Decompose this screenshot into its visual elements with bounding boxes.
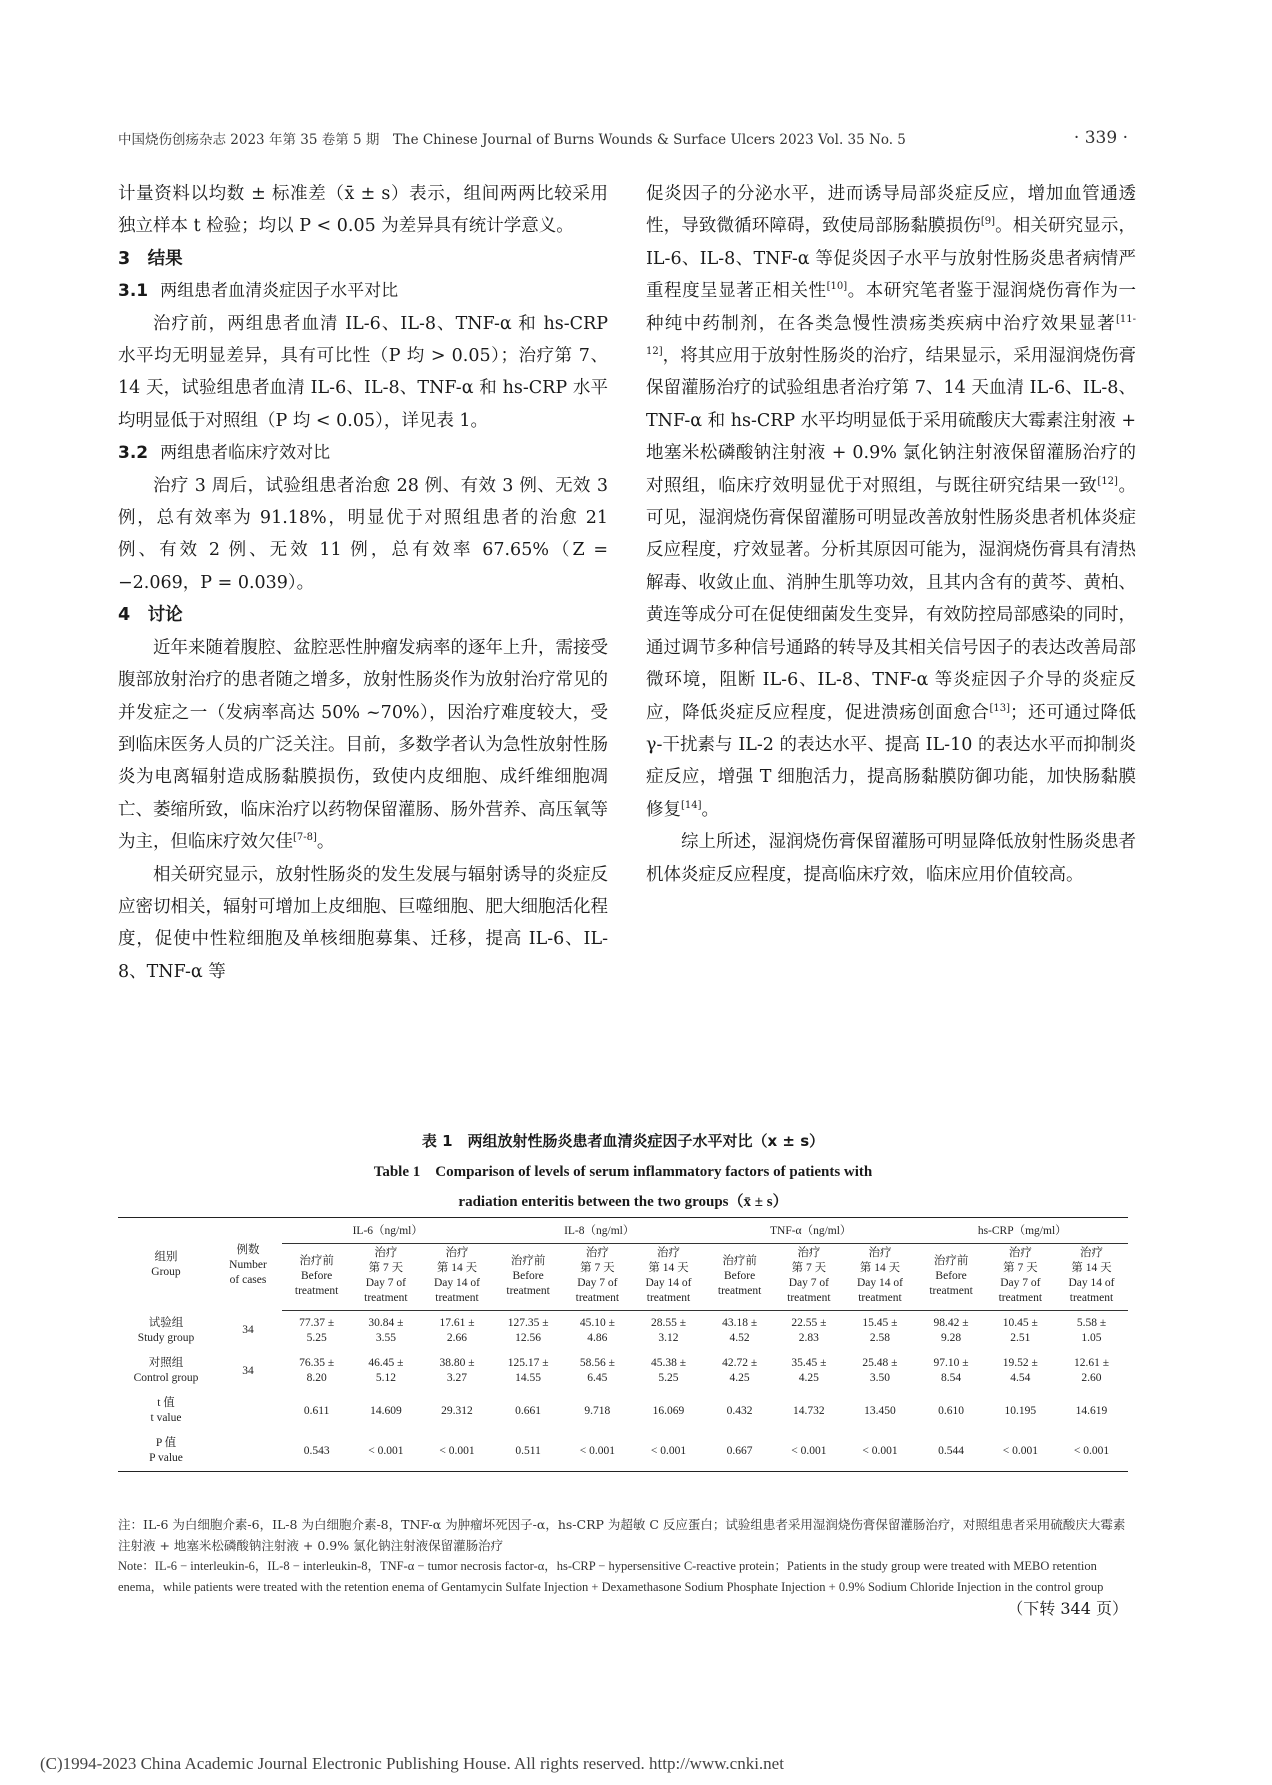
citation[interactable]: [13] xyxy=(989,702,1011,714)
table-cell: 45.38 ± 5.25 xyxy=(650,1357,686,1384)
table-cell: 29.312 xyxy=(441,1404,473,1417)
paragraph-4-b: 相关研究显示，放射性肠炎的发生发展与辐射诱导的炎症反应密切相关，辐射可增加上皮细胞、巨噬细胞、肥大细胞活化程度，促使中性粒细胞及单核细胞募集、迁移，提高 IL-6、IL-8、TNF-α 等 xyxy=(118,864,608,982)
subheader-cell: 治疗 第 14 天 Day 14 of treatment xyxy=(632,1244,705,1311)
table-cell: 15.45 ± 2.58 xyxy=(862,1317,898,1344)
left-column xyxy=(118,178,608,988)
section-3-2-title: 两组患者临床疗效对比 xyxy=(160,443,331,464)
copyright-footer: (C)1994-2023 China Academic Journal Electronic Publishing House. All rights reserved. http://www.cnki.net xyxy=(40,1754,784,1773)
page-number: · 339 · xyxy=(1073,128,1128,148)
table-cell: 0.661 xyxy=(515,1404,542,1417)
paragraph-3-1: 治疗前，两组患者血清 IL-6、IL-8、TNF-α 和 hs-CRP 水平均无明显差异，具有可比性（P 均 > 0.05）；治疗第 7、14 天，试验组患者血清 IL-6、IL-8、TNF-α 和 hs-CRP 水平均明显低于对照组（P 均 < 0.05），详见表 1。 xyxy=(118,313,608,431)
subheader-cell: 治疗 第 7 天 Day 7 of treatment xyxy=(986,1244,1055,1311)
journal-header: 中国烧伤创疡杂志 2023 年第 35 卷第 5 期 The Chinese Journal of Burns Wounds & Surface Ulcers 2023 Vol. 35 No. 5 xyxy=(118,132,906,148)
table-cell: 77.37 ± 5.25 xyxy=(299,1317,335,1344)
table-cell: 0.610 xyxy=(938,1404,965,1417)
section-3-1-number: 3.1 xyxy=(118,281,149,302)
table-cell: 76.35 ± 8.20 xyxy=(299,1357,335,1384)
table-cell: 5.58 ± 1.05 xyxy=(1076,1317,1107,1344)
subheader-cell: 治疗前 Before treatment xyxy=(705,1244,774,1311)
table-cell: 28.55 ± 3.12 xyxy=(650,1317,686,1344)
table-cell: 0.511 xyxy=(493,1431,562,1472)
subheader-cell: 治疗 第 14 天 Day 14 of treatment xyxy=(421,1244,494,1311)
right-column xyxy=(646,178,1136,891)
table-cell: 125.17 ± 14.55 xyxy=(507,1357,549,1384)
table-caption-cn: 表 1 两组放射性肠炎患者血清炎症因子水平对比（x ± s） xyxy=(421,1132,825,1150)
table-cell: 0.543 xyxy=(282,1431,351,1472)
table-cell: < 0.001 xyxy=(351,1431,420,1472)
table-cell: 97.10 ± 8.54 xyxy=(933,1357,969,1384)
table-cell: 12.61 ± 2.60 xyxy=(1073,1357,1109,1384)
citation[interactable]: [9] xyxy=(980,216,996,228)
table-body xyxy=(118,1311,1128,1472)
table-cell: 46.45 ± 5.12 xyxy=(368,1357,404,1384)
row-cases xyxy=(214,1431,282,1472)
table-row xyxy=(118,1431,1128,1472)
table-cell: 0.611 xyxy=(303,1404,330,1417)
table-cell: 16.069 xyxy=(652,1404,685,1417)
subheader-cell: 治疗 第 14 天 Day 14 of treatment xyxy=(843,1244,916,1311)
il8-header: IL-8（ng/ml） xyxy=(493,1218,704,1244)
table-cell: 25.48 ± 3.50 xyxy=(862,1357,898,1384)
paragraph-4-a xyxy=(118,632,608,859)
table-cell: 14.619 xyxy=(1075,1404,1108,1417)
table-cell: 35.45 ± 4.25 xyxy=(791,1357,827,1384)
table-cell: 10.45 ± 2.51 xyxy=(1002,1317,1038,1344)
row-cases: 34 xyxy=(242,1364,254,1377)
table-cell: 10.195 xyxy=(1004,1404,1037,1417)
text-run: 。可见，湿润烧伤膏保留灌肠可明显改善放射性肠炎患者机体炎症反应程度，疗效显著。分析其原因可能为，湿润烧伤膏具有清热解毒、收敛止血、消肿生肌等功效，且其内含有的黄芩、黄柏、黄连等成分可在促使细菌发生变异，有效防控局部感染的同时，通过调节多种信号通路的转导及其相关信号因子的表达改善局部微环境，阻断 IL-6、IL-8、TNF-α 等炎症因子介导的炎症反应，降低炎症反应程度，促进溃疡创面愈合 xyxy=(646,475,1137,723)
table-cell: < 0.001 xyxy=(421,1431,494,1472)
table-cell: 22.55 ± 2.83 xyxy=(791,1317,827,1344)
table-cell: 43.18 ± 4.52 xyxy=(722,1317,758,1344)
table-cell: 0.544 xyxy=(916,1431,985,1472)
text-run: 。 xyxy=(701,799,720,820)
table-cell: 0.667 xyxy=(705,1431,774,1472)
section-3-2-heading xyxy=(118,437,608,469)
citation[interactable]: [10] xyxy=(826,281,848,293)
table-caption-en-line2: radiation enteritis between the two groups（x̄ ± s） xyxy=(458,1194,788,1210)
row-label: t 值 t value xyxy=(150,1397,182,1424)
subheader-cell: 治疗前 Before treatment xyxy=(493,1244,562,1311)
paragraph-3-2: 治疗 3 周后，试验组患者治愈 28 例、有效 3 例、无效 3 例，总有效率为 91.18%，明显优于对照组患者的治愈 21 例、有效 2 例、无效 11 例，总有效率 67.65%（Z = −2.069，P = 0.039）。 xyxy=(118,475,608,593)
section-3-1-heading xyxy=(118,275,608,307)
table-cell: 42.72 ± 4.25 xyxy=(722,1357,758,1384)
section-3-heading: 3 结果 xyxy=(118,248,183,269)
citation[interactable]: [11-12] xyxy=(646,313,1136,358)
table-cell: 9.718 xyxy=(584,1404,611,1417)
subheader-cell: 治疗 第 7 天 Day 7 of treatment xyxy=(563,1244,632,1311)
paragraph-4-a-text: 近年来随着腹腔、盆腔恶性肿瘤发病率的逐年上升，需接受腹部放射治疗的患者随之增多，放射性肠炎作为放射治疗常见的并发症之一（发病率高达 50% ~70%），因治疗难度较大，受到临床医务人员的广泛关注。目前，多数学者认为急性放射性肠炎为电离辐射造成肠黏膜损伤，致使内皮细胞、成纤维细胞凋亡、萎缩所致，临床治疗以药物保留灌肠、肠外营养、高压氧等为主，但临床疗效欠佳 xyxy=(118,637,608,853)
table-cell: < 0.001 xyxy=(563,1431,632,1472)
subheader-cell: 治疗 第 14 天 Day 14 of treatment xyxy=(1055,1244,1128,1311)
text-run: 。本研究笔者鉴于湿润烧伤膏作为一种纯中药制剂，在各类急慢性溃疡类疾病中治疗效果显著 xyxy=(646,281,1137,334)
table-row xyxy=(118,1311,1128,1352)
paragraph-stats: 计量资料以均数 ± 标准差（x̄ ± s）表示，组间两两比较采用独立样本 t 检验；均以 P < 0.05 为差异具有统计学意义。 xyxy=(118,184,608,237)
section-3-2-number: 3.2 xyxy=(118,443,149,464)
hscrp-header: hs-CRP（mg/ml） xyxy=(916,1218,1128,1244)
table-cell: < 0.001 xyxy=(986,1431,1055,1472)
table-cell: 45.10 ± 4.86 xyxy=(579,1317,615,1344)
paragraph-4-a-end: 。 xyxy=(316,832,335,853)
text-run: ，将其应用于放射性肠炎的治疗，结果显示，采用湿润烧伤膏保留灌肠治疗的试验组患者治疗第 7、14 天血清 IL-6、IL-8、TNF-α 和 hs-CRP 水平均明显低于采用硫酸庆大霉素注射液 + 地塞米松磷酸钠注射液 + 0.9% 氯化钠注射液保留灌肠治疗的对照组，临床疗效明显优于对照组，与既往研究结果一致 xyxy=(646,346,1136,496)
paragraph-4-c xyxy=(646,178,1136,826)
table-cell: 19.52 ± 4.54 xyxy=(1002,1357,1038,1384)
citation[interactable]: [12] xyxy=(1097,475,1118,487)
table-cell: 14.732 xyxy=(793,1404,825,1417)
table-cell: 14.609 xyxy=(370,1404,402,1417)
text-run: 促炎因子的分泌水平，进而诱导局部炎症反应，增加血管通透性，导致微循环障碍，致使局部肠黏膜损伤 xyxy=(646,184,1136,237)
continued-notice: （下转 344 页） xyxy=(1007,1599,1128,1618)
section-4-heading: 4 讨论 xyxy=(118,605,183,626)
table-row xyxy=(118,1351,1128,1391)
table-cell: 38.80 ± 3.27 xyxy=(439,1357,475,1384)
table-cell: < 0.001 xyxy=(632,1431,705,1472)
group-column-header: 组别 Group xyxy=(118,1218,214,1311)
row-cases xyxy=(214,1391,282,1431)
table-cell: 127.35 ± 12.56 xyxy=(507,1317,549,1344)
table-cell: 13.450 xyxy=(864,1404,896,1417)
table-row xyxy=(118,1391,1128,1431)
row-label: P 值 P value xyxy=(118,1431,214,1472)
row-label: 对照组 Control group xyxy=(133,1357,199,1384)
table-caption-en-line1: Table 1 Comparison of levels of serum inflammatory factors of patients with xyxy=(373,1164,873,1180)
table-cell: 58.56 ± 6.45 xyxy=(579,1357,615,1384)
table-cell: 98.42 ± 9.28 xyxy=(933,1317,969,1344)
paragraph-conclusion: 综上所述，湿润烧伤膏保留灌肠可明显降低放射性肠炎患者机体炎症反应程度，提高临床疗效，临床应用价值较高。 xyxy=(646,832,1136,885)
table-cell: 30.84 ± 3.55 xyxy=(368,1317,404,1344)
subheader-cell: 治疗前 Before treatment xyxy=(282,1244,351,1311)
table-cell: 0.432 xyxy=(726,1404,753,1417)
table-note-cn: 注：IL-6 为白细胞介素-6，IL-8 为白细胞介素-8，TNF-α 为肿瘤坏死因子-α，hs-CRP 为超敏 C 反应蛋白；试验组患者采用湿润烧伤膏保留灌肠治疗，对照组患者采用硫酸庆大霉素注射液 + 地塞米松磷酸钠注射液 + 0.9% 氯化钠注射液保留灌肠治疗 xyxy=(118,1517,1126,1553)
table-cell: < 0.001 xyxy=(843,1431,916,1472)
subheader-cell: 治疗 第 7 天 Day 7 of treatment xyxy=(351,1244,420,1311)
cases-column-header: 例数 Number of cases xyxy=(214,1218,282,1311)
table-cell: < 0.001 xyxy=(774,1431,843,1472)
section-3-1-title: 两组患者血清炎症因子水平对比 xyxy=(160,281,399,302)
tnf-header: TNF-α（ng/ml） xyxy=(705,1218,916,1244)
text-run: 。相关研究显示，IL-6、IL-8、TNF-α 等促炎因子水平与放射性肠炎患者病情严重程度呈显著正相关性 xyxy=(646,216,1137,302)
il6-header: IL-6（ng/ml） xyxy=(282,1218,493,1244)
subheader-cell: 治疗 第 7 天 Day 7 of treatment xyxy=(774,1244,843,1311)
table-cell: 17.61 ± 2.66 xyxy=(439,1317,475,1344)
row-cases: 34 xyxy=(242,1324,254,1337)
text-run: ；还可通过降低 γ-干扰素与 IL-2 的表达水平、提高 IL-10 的表达水平而抑制炎症反应，增强 T 细胞活力，提高肠黏膜防御功能，加快肠黏膜修复 xyxy=(646,702,1137,820)
subheader-cell: 治疗前 Before treatment xyxy=(916,1244,985,1311)
table-note-en: Note：IL-6 − interleukin-6，IL-8 − interleukin-8，TNF-α − tumor necrosis factor-α，hs-CRP − hypersensitive C-reactive protein；Patients in the study group were treated with MEBO retention enema，while patients were treated with the retention enema of Gentamycin Sulfate Injection + Dexamethasone Sodium Phosphate Injection + 0.9% Sodium Chloride Injection in the control group xyxy=(118,1559,1104,1594)
row-label: 试验组 Study group xyxy=(137,1316,195,1344)
citation[interactable]: [14] xyxy=(681,799,702,811)
citation[interactable]: [7-8] xyxy=(293,832,317,844)
results-table xyxy=(118,1217,1128,1472)
table-cell: < 0.001 xyxy=(1055,1431,1128,1472)
